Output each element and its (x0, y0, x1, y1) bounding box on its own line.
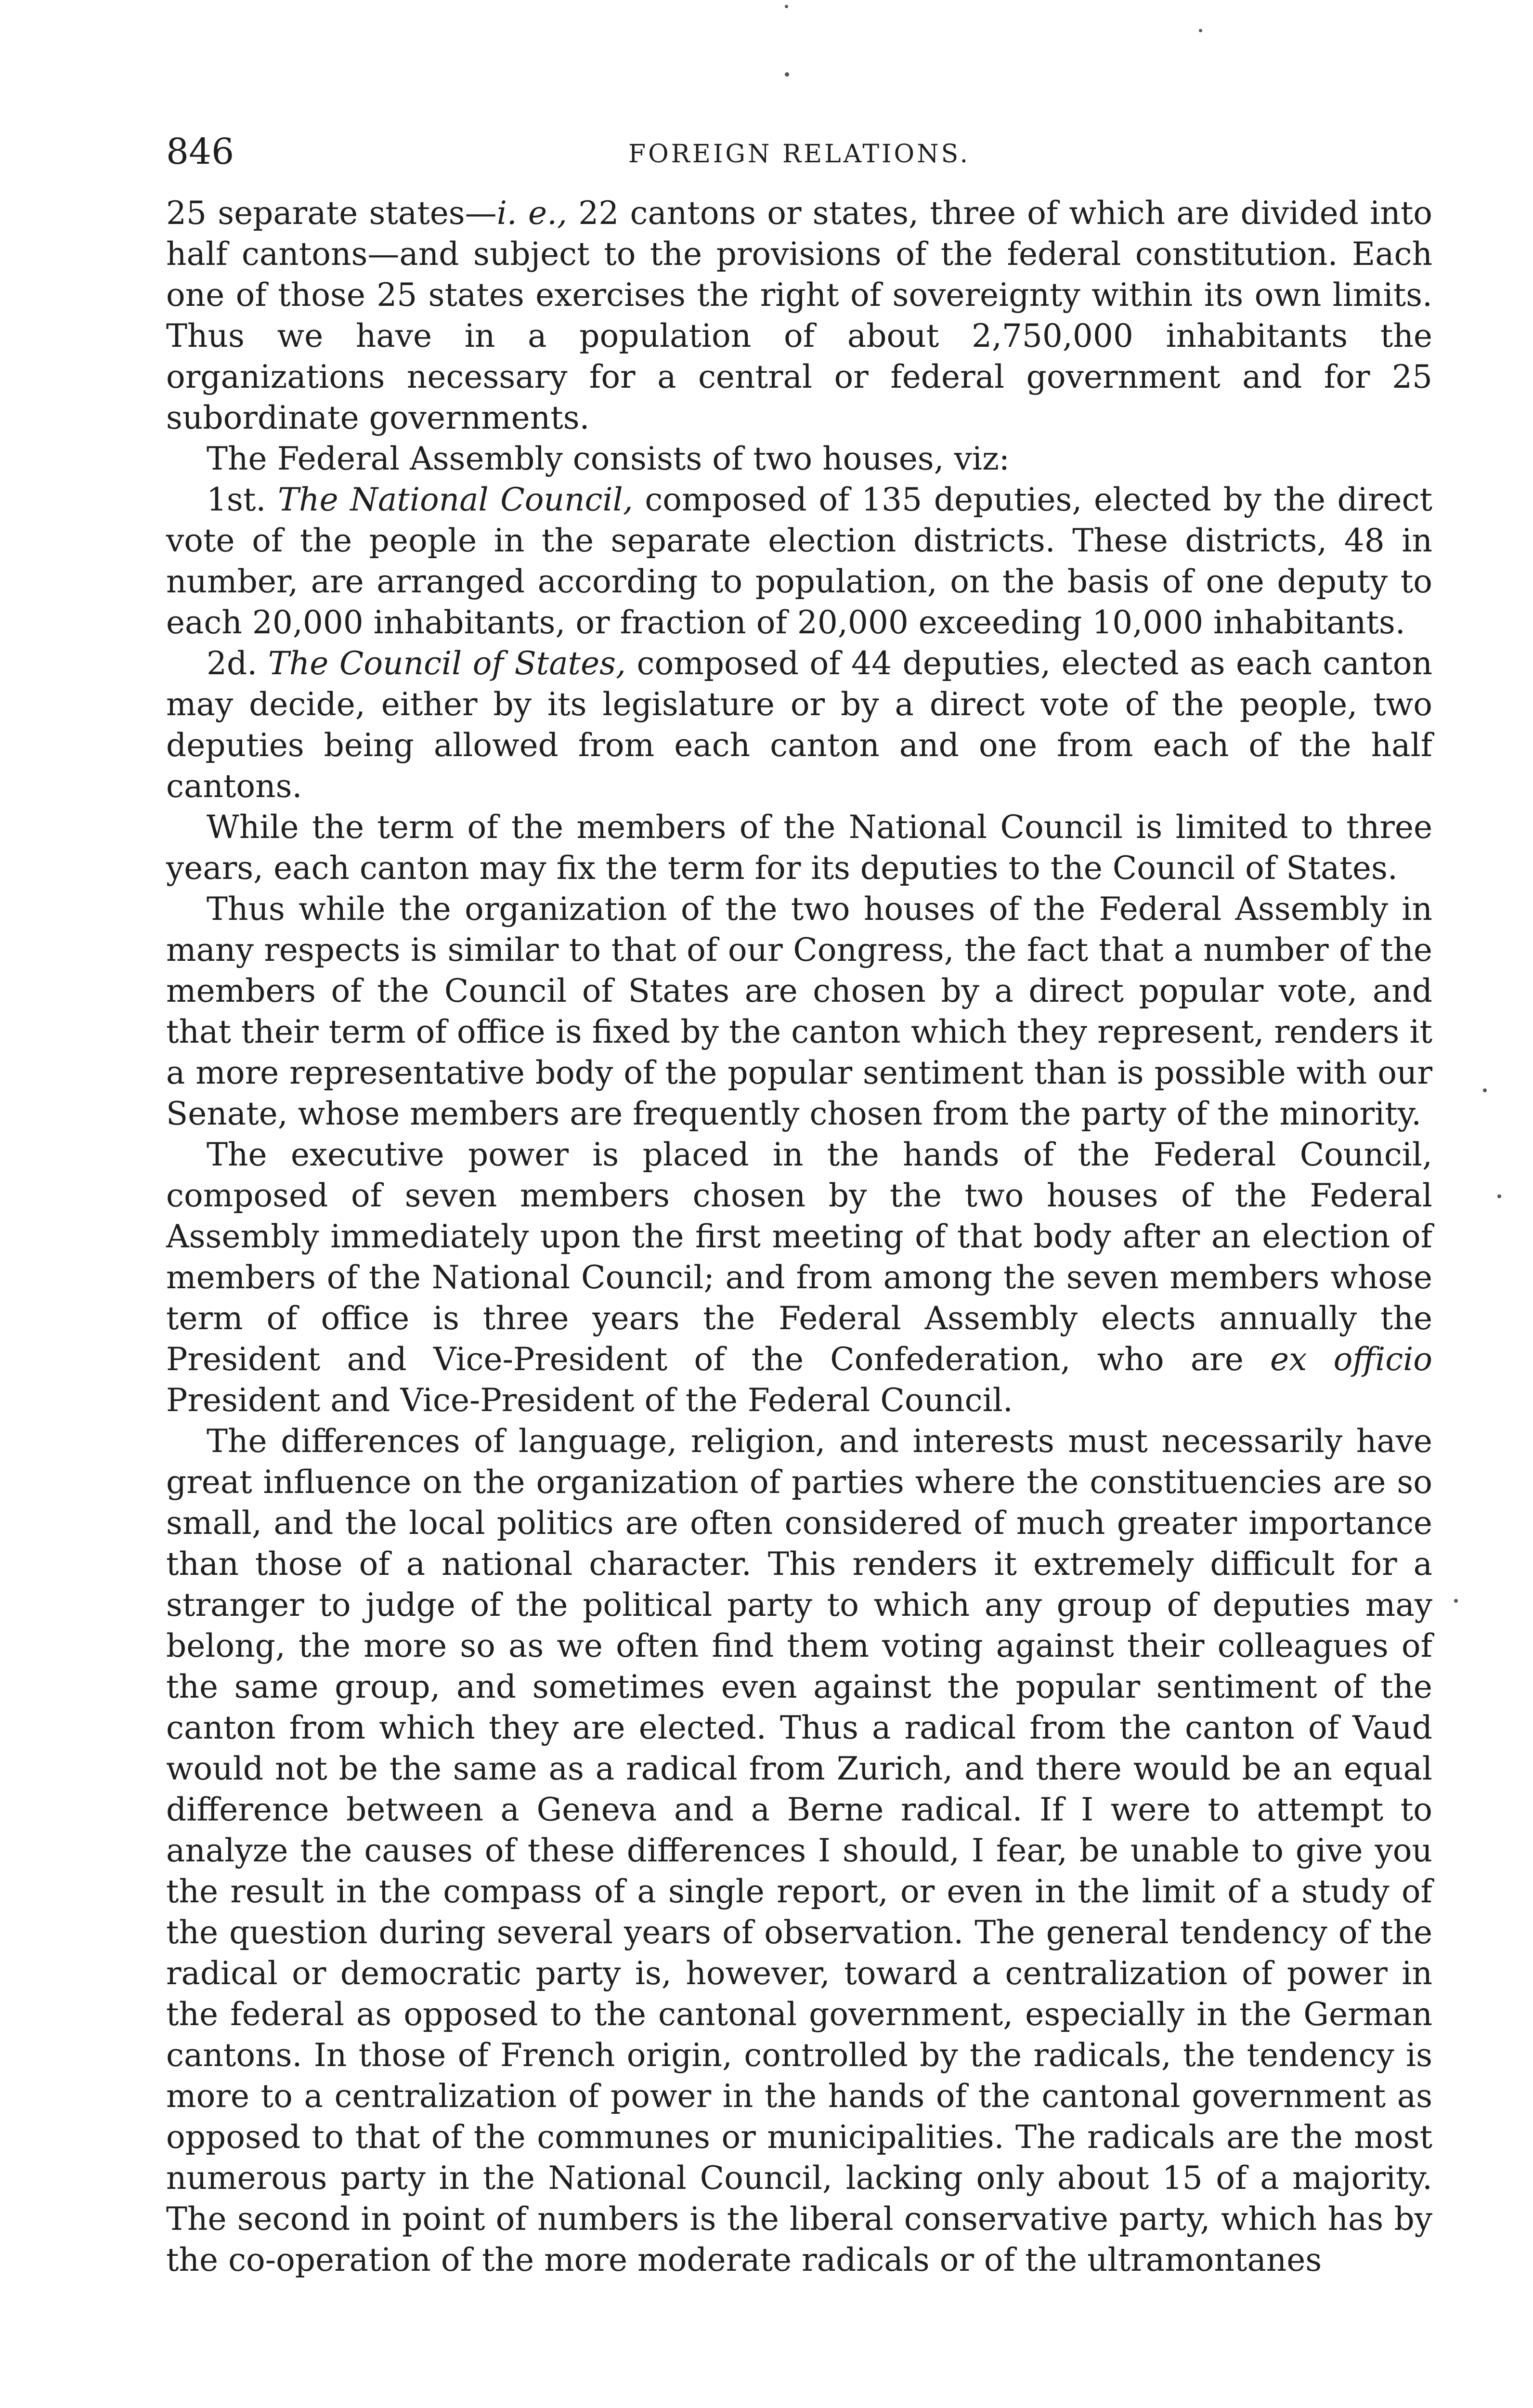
text-run: composed of 135 deputies, elected by the direct vote of the people in the separate election districts. These districts, 48 in number, are arranged according to population, on the basis of one deputy to each 20,000 inhabitants, or fraction of 20,000 exceeding 10,000 inhabitants. (166, 481, 1432, 641)
scan-speck (1199, 29, 1202, 32)
document-page (166, 130, 1432, 2280)
text-run: Thus while the organization of the two houses of the Federal Assembly in many respects is similar to that of our Congress, the fact that a number of the members of the Council of States are chosen by a direct popular vote, and that their term of office is fixed by the canton which they represent, renders it a more representative body of the popular sentiment than is possible with our Senate, whose members are frequently chosen from the party of the minority. (166, 890, 1432, 1132)
text-run: The Federal Assembly consists of two houses, viz: (207, 440, 1010, 477)
page-header (166, 130, 1432, 178)
scan-speck (785, 5, 788, 8)
paragraph-terms (166, 807, 1432, 889)
paragraph-national-council (166, 479, 1432, 643)
text-run: 22 cantons or states, three of which are divided into half cantons—and subject to the provisions of the federal constitution. Each one of those 25 states exercises the right of sovereignty within its own limits. Thus we have in a population of about 2,750,000 inhabitants the organizations necessary for a central or federal government and for 25 subordinate governments. (166, 195, 1433, 436)
text-run: composed of 44 deputies, elected as each canton may decide, either by its legislature or by a direct vote of the people, two deputies being allowed from each canton and one from each of the half cantons. (166, 645, 1432, 805)
paragraph-organization (166, 889, 1432, 1134)
paragraph-federal-assembly (166, 438, 1432, 479)
body-text (166, 193, 1432, 2280)
text-run: 25 separate states— (166, 195, 497, 232)
text-run-italic: The National Council, (278, 481, 633, 518)
text-run: 2d. (207, 645, 268, 682)
scan-speck (785, 72, 789, 77)
text-run: The differences of language, religion, and interests must necessarily have great influence on the organization of parties where the constituencies are so small, and the local politics are often considered of much greater importance than those of a national character. This renders it extremely difficult for a stranger to judge of the political party to which any group of deputies may belong, the more so as we often find them voting against their colleagues of the same group, and sometimes even against the popular sentiment of the canton from which they are elected. Thus a radical from the canton of Vaud would not be the same as a radical from Zurich, and there would be an equal difference between a Geneva and a Berne radical. If I were to attempt to analyze the causes of these differences I should, I fear, be unable to give you the result in the compass of a single report, or even in the limit of a study of the question during several years of observation. The general tendency of the radical or democratic party is, however, toward a centralization of power in the federal as opposed to the cantonal government, especially in the German cantons. In those of French origin, controlled by the radicals, the tendency is more to a centralization of power in the hands of the cantonal government as opposed to that of the communes or municipalities. The radicals are the most numerous party in the National Council, lacking only about 15 of a majority. The second in point of numbers is the liberal conservative party, which has by the co-operation of the more moderate radicals or of the ultramontanes (166, 1423, 1432, 2278)
text-run: While the term of the members of the National Council is limited to three years, each canton may fix the term for its deputies to the Council of States. (166, 809, 1432, 887)
paragraph-states (166, 193, 1432, 438)
scan-speck (1454, 1599, 1458, 1603)
scan-speck (1483, 1088, 1487, 1092)
running-title: FOREIGN RELATIONS. (628, 140, 970, 169)
paragraph-council-of-states (166, 643, 1432, 807)
page-number: 846 (166, 131, 234, 172)
text-run-italic: ex officio (1270, 1341, 1433, 1378)
text-run: President and Vice-President of the Federal Council. (166, 1382, 1013, 1419)
scan-speck (1497, 1194, 1501, 1198)
text-run-italic: The Council of States, (268, 645, 626, 682)
paragraph-executive-power (166, 1134, 1432, 1421)
text-run-italic: i. e., (496, 195, 568, 232)
text-run: The executive power is placed in the hands of the Federal Council, composed of seven members chosen by the two houses of the Federal Assembly immediately upon the first meeting of that body after an election of members of the National Council; and from among the seven members whose term of office is three years the Federal Assembly elects annually the President and Vice-President of the Confederation, who are (166, 1136, 1432, 1378)
text-run: 1st. (207, 481, 278, 518)
paragraph-differences (166, 1421, 1432, 2280)
